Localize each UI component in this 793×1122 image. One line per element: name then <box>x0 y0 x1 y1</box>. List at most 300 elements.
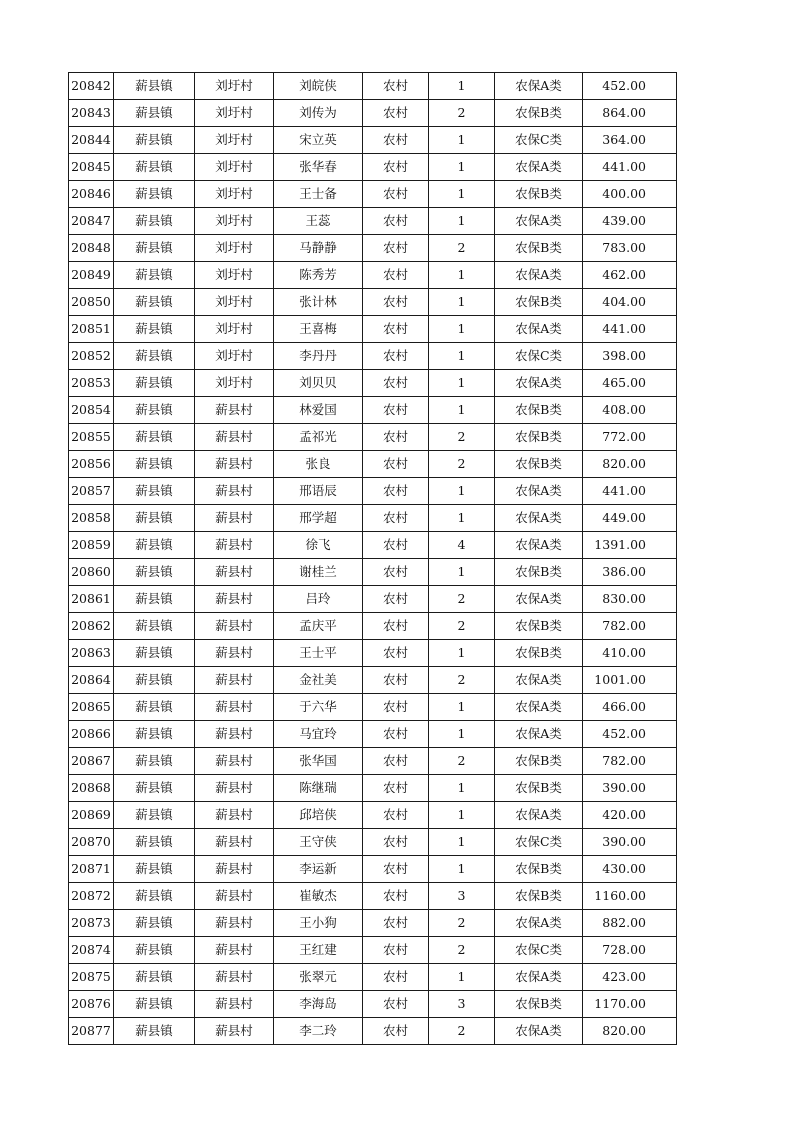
village-cell: 薪县村 <box>195 694 274 721</box>
village-cell: 薪县村 <box>195 748 274 775</box>
town-cell: 薪县镇 <box>114 370 195 397</box>
name-cell: 张华国 <box>274 748 363 775</box>
insurance-class-cell: 农保B类 <box>495 775 583 802</box>
village-cell: 刘圩村 <box>195 289 274 316</box>
member-count-cell: 2 <box>429 451 495 478</box>
town-cell: 薪县镇 <box>114 586 195 613</box>
table-row <box>69 721 677 748</box>
name-cell: 宋立英 <box>274 127 363 154</box>
amount-cell: 452.00 <box>583 721 677 748</box>
table-row <box>69 451 677 478</box>
table-row <box>69 559 677 586</box>
village-cell: 刘圩村 <box>195 262 274 289</box>
table-row <box>69 316 677 343</box>
table-row <box>69 100 677 127</box>
insurance-class-cell: 农保B类 <box>495 235 583 262</box>
member-count-cell: 2 <box>429 613 495 640</box>
table-row <box>69 748 677 775</box>
town-cell: 薪县镇 <box>114 640 195 667</box>
table-row <box>69 991 677 1018</box>
household-type-cell: 农村 <box>363 289 429 316</box>
village-cell: 刘圩村 <box>195 154 274 181</box>
insurance-class-cell: 农保A类 <box>495 316 583 343</box>
insurance-class-cell: 农保A类 <box>495 532 583 559</box>
table-row <box>69 127 677 154</box>
village-cell: 薪县村 <box>195 721 274 748</box>
village-cell: 薪县村 <box>195 883 274 910</box>
amount-cell: 820.00 <box>583 451 677 478</box>
record-id-cell: 20875 <box>69 964 114 991</box>
table-row <box>69 262 677 289</box>
record-id-cell: 20852 <box>69 343 114 370</box>
member-count-cell: 2 <box>429 667 495 694</box>
village-cell: 刘圩村 <box>195 316 274 343</box>
town-cell: 薪县镇 <box>114 667 195 694</box>
amount-cell: 1170.00 <box>583 991 677 1018</box>
member-count-cell: 1 <box>429 316 495 343</box>
table-row <box>69 397 677 424</box>
table-row <box>69 505 677 532</box>
record-id-cell: 20870 <box>69 829 114 856</box>
town-cell: 薪县镇 <box>114 1018 195 1045</box>
town-cell: 薪县镇 <box>114 802 195 829</box>
member-count-cell: 1 <box>429 262 495 289</box>
insurance-class-cell: 农保A类 <box>495 1018 583 1045</box>
town-cell: 薪县镇 <box>114 127 195 154</box>
insurance-class-cell: 农保C类 <box>495 937 583 964</box>
name-cell: 马宜玲 <box>274 721 363 748</box>
record-id-cell: 20874 <box>69 937 114 964</box>
town-cell: 薪县镇 <box>114 613 195 640</box>
village-cell: 刘圩村 <box>195 73 274 100</box>
amount-cell: 404.00 <box>583 289 677 316</box>
insurance-class-cell: 农保A类 <box>495 694 583 721</box>
village-cell: 薪县村 <box>195 586 274 613</box>
insurance-class-cell: 农保A类 <box>495 154 583 181</box>
name-cell: 孟庆平 <box>274 613 363 640</box>
amount-cell: 772.00 <box>583 424 677 451</box>
member-count-cell: 2 <box>429 100 495 127</box>
household-type-cell: 农村 <box>363 586 429 613</box>
household-type-cell: 农村 <box>363 775 429 802</box>
amount-cell: 420.00 <box>583 802 677 829</box>
household-type-cell: 农村 <box>363 829 429 856</box>
insurance-class-cell: 农保A类 <box>495 208 583 235</box>
record-id-cell: 20868 <box>69 775 114 802</box>
village-cell: 薪县村 <box>195 829 274 856</box>
village-cell: 薪县村 <box>195 424 274 451</box>
member-count-cell: 1 <box>429 397 495 424</box>
record-id-cell: 20851 <box>69 316 114 343</box>
insurance-class-cell: 农保A类 <box>495 262 583 289</box>
town-cell: 薪县镇 <box>114 289 195 316</box>
table-row <box>69 640 677 667</box>
table-row <box>69 73 677 100</box>
insurance-class-cell: 农保B类 <box>495 748 583 775</box>
household-type-cell: 农村 <box>363 613 429 640</box>
household-type-cell: 农村 <box>363 424 429 451</box>
village-cell: 薪县村 <box>195 964 274 991</box>
village-cell: 薪县村 <box>195 910 274 937</box>
table-row <box>69 856 677 883</box>
town-cell: 薪县镇 <box>114 721 195 748</box>
insurance-class-cell: 农保A类 <box>495 586 583 613</box>
amount-cell: 1160.00 <box>583 883 677 910</box>
data-table <box>68 72 677 1045</box>
household-type-cell: 农村 <box>363 343 429 370</box>
town-cell: 薪县镇 <box>114 964 195 991</box>
amount-cell: 386.00 <box>583 559 677 586</box>
amount-cell: 408.00 <box>583 397 677 424</box>
town-cell: 薪县镇 <box>114 73 195 100</box>
household-type-cell: 农村 <box>363 964 429 991</box>
member-count-cell: 1 <box>429 559 495 586</box>
table-row <box>69 424 677 451</box>
town-cell: 薪县镇 <box>114 208 195 235</box>
insurance-class-cell: 农保A类 <box>495 721 583 748</box>
town-cell: 薪县镇 <box>114 235 195 262</box>
record-id-cell: 20856 <box>69 451 114 478</box>
record-id-cell: 20854 <box>69 397 114 424</box>
table-row <box>69 667 677 694</box>
insurance-class-cell: 农保B类 <box>495 397 583 424</box>
member-count-cell: 1 <box>429 856 495 883</box>
amount-cell: 1391.00 <box>583 532 677 559</box>
amount-cell: 462.00 <box>583 262 677 289</box>
household-type-cell: 农村 <box>363 478 429 505</box>
village-cell: 刘圩村 <box>195 181 274 208</box>
insurance-class-cell: 农保B类 <box>495 991 583 1018</box>
name-cell: 李丹丹 <box>274 343 363 370</box>
record-id-cell: 20858 <box>69 505 114 532</box>
name-cell: 吕玲 <box>274 586 363 613</box>
amount-cell: 364.00 <box>583 127 677 154</box>
table-row <box>69 235 677 262</box>
table-row <box>69 910 677 937</box>
amount-cell: 423.00 <box>583 964 677 991</box>
town-cell: 薪县镇 <box>114 910 195 937</box>
town-cell: 薪县镇 <box>114 775 195 802</box>
amount-cell: 400.00 <box>583 181 677 208</box>
member-count-cell: 3 <box>429 991 495 1018</box>
name-cell: 谢桂兰 <box>274 559 363 586</box>
household-type-cell: 农村 <box>363 532 429 559</box>
village-cell: 刘圩村 <box>195 235 274 262</box>
insurance-class-cell: 农保C类 <box>495 343 583 370</box>
insurance-class-cell: 农保B类 <box>495 289 583 316</box>
name-cell: 张华春 <box>274 154 363 181</box>
name-cell: 李运新 <box>274 856 363 883</box>
member-count-cell: 3 <box>429 883 495 910</box>
town-cell: 薪县镇 <box>114 937 195 964</box>
amount-cell: 864.00 <box>583 100 677 127</box>
record-id-cell: 20849 <box>69 262 114 289</box>
amount-cell: 782.00 <box>583 748 677 775</box>
member-count-cell: 1 <box>429 343 495 370</box>
amount-cell: 441.00 <box>583 316 677 343</box>
village-cell: 薪县村 <box>195 775 274 802</box>
member-count-cell: 2 <box>429 235 495 262</box>
name-cell: 马静静 <box>274 235 363 262</box>
town-cell: 薪县镇 <box>114 694 195 721</box>
table-row <box>69 883 677 910</box>
amount-cell: 782.00 <box>583 613 677 640</box>
name-cell: 王蕊 <box>274 208 363 235</box>
village-cell: 刘圩村 <box>195 343 274 370</box>
member-count-cell: 1 <box>429 640 495 667</box>
name-cell: 徐飞 <box>274 532 363 559</box>
name-cell: 王喜梅 <box>274 316 363 343</box>
amount-cell: 441.00 <box>583 478 677 505</box>
table-row <box>69 478 677 505</box>
record-id-cell: 20863 <box>69 640 114 667</box>
name-cell: 刘贝贝 <box>274 370 363 397</box>
member-count-cell: 2 <box>429 910 495 937</box>
household-type-cell: 农村 <box>363 802 429 829</box>
table-row <box>69 694 677 721</box>
member-count-cell: 1 <box>429 802 495 829</box>
household-type-cell: 农村 <box>363 748 429 775</box>
record-id-cell: 20877 <box>69 1018 114 1045</box>
table-row <box>69 208 677 235</box>
table-row <box>69 964 677 991</box>
insurance-class-cell: 农保B类 <box>495 559 583 586</box>
name-cell: 李海岛 <box>274 991 363 1018</box>
name-cell: 于六华 <box>274 694 363 721</box>
amount-cell: 390.00 <box>583 775 677 802</box>
town-cell: 薪县镇 <box>114 181 195 208</box>
village-cell: 薪县村 <box>195 667 274 694</box>
name-cell: 崔敏杰 <box>274 883 363 910</box>
insurance-class-cell: 农保A类 <box>495 667 583 694</box>
household-type-cell: 农村 <box>363 235 429 262</box>
town-cell: 薪县镇 <box>114 532 195 559</box>
name-cell: 张计林 <box>274 289 363 316</box>
insurance-class-cell: 农保A类 <box>495 802 583 829</box>
town-cell: 薪县镇 <box>114 424 195 451</box>
household-type-cell: 农村 <box>363 397 429 424</box>
table-row <box>69 775 677 802</box>
name-cell: 邱培侠 <box>274 802 363 829</box>
household-type-cell: 农村 <box>363 127 429 154</box>
member-count-cell: 1 <box>429 208 495 235</box>
name-cell: 刘皖侠 <box>274 73 363 100</box>
insurance-class-cell: 农保A类 <box>495 505 583 532</box>
insurance-class-cell: 农保B类 <box>495 424 583 451</box>
village-cell: 薪县村 <box>195 991 274 1018</box>
record-id-cell: 20842 <box>69 73 114 100</box>
village-cell: 薪县村 <box>195 532 274 559</box>
table-row <box>69 181 677 208</box>
record-id-cell: 20845 <box>69 154 114 181</box>
village-cell: 薪县村 <box>195 802 274 829</box>
amount-cell: 882.00 <box>583 910 677 937</box>
town-cell: 薪县镇 <box>114 397 195 424</box>
household-type-cell: 农村 <box>363 937 429 964</box>
town-cell: 薪县镇 <box>114 883 195 910</box>
table-row <box>69 289 677 316</box>
member-count-cell: 1 <box>429 127 495 154</box>
village-cell: 薪县村 <box>195 613 274 640</box>
record-id-cell: 20872 <box>69 883 114 910</box>
town-cell: 薪县镇 <box>114 991 195 1018</box>
record-id-cell: 20843 <box>69 100 114 127</box>
table-row <box>69 370 677 397</box>
name-cell: 邢语辰 <box>274 478 363 505</box>
table-row <box>69 532 677 559</box>
insurance-class-cell: 农保B类 <box>495 451 583 478</box>
insurance-class-cell: 农保B类 <box>495 856 583 883</box>
table-row <box>69 613 677 640</box>
amount-cell: 439.00 <box>583 208 677 235</box>
record-id-cell: 20864 <box>69 667 114 694</box>
village-cell: 刘圩村 <box>195 370 274 397</box>
town-cell: 薪县镇 <box>114 748 195 775</box>
town-cell: 薪县镇 <box>114 100 195 127</box>
amount-cell: 430.00 <box>583 856 677 883</box>
insurance-class-cell: 农保B类 <box>495 100 583 127</box>
record-id-cell: 20844 <box>69 127 114 154</box>
town-cell: 薪县镇 <box>114 316 195 343</box>
amount-cell: 728.00 <box>583 937 677 964</box>
table-row <box>69 802 677 829</box>
name-cell: 王守侠 <box>274 829 363 856</box>
household-type-cell: 农村 <box>363 181 429 208</box>
household-type-cell: 农村 <box>363 505 429 532</box>
insurance-class-cell: 农保B类 <box>495 181 583 208</box>
amount-cell: 441.00 <box>583 154 677 181</box>
insurance-class-cell: 农保A类 <box>495 73 583 100</box>
member-count-cell: 1 <box>429 694 495 721</box>
record-id-cell: 20869 <box>69 802 114 829</box>
insurance-class-cell: 农保B类 <box>495 613 583 640</box>
table-row <box>69 1018 677 1045</box>
town-cell: 薪县镇 <box>114 829 195 856</box>
member-count-cell: 1 <box>429 478 495 505</box>
insurance-class-cell: 农保A类 <box>495 910 583 937</box>
insurance-class-cell: 农保A类 <box>495 478 583 505</box>
member-count-cell: 1 <box>429 505 495 532</box>
table-row <box>69 154 677 181</box>
record-id-cell: 20848 <box>69 235 114 262</box>
insurance-class-cell: 农保C类 <box>495 127 583 154</box>
name-cell: 王小狗 <box>274 910 363 937</box>
household-type-cell: 农村 <box>363 208 429 235</box>
record-id-cell: 20871 <box>69 856 114 883</box>
member-count-cell: 1 <box>429 721 495 748</box>
table-row <box>69 829 677 856</box>
record-id-cell: 20873 <box>69 910 114 937</box>
amount-cell: 410.00 <box>583 640 677 667</box>
member-count-cell: 1 <box>429 181 495 208</box>
insurance-class-cell: 农保C类 <box>495 829 583 856</box>
town-cell: 薪县镇 <box>114 856 195 883</box>
village-cell: 薪县村 <box>195 451 274 478</box>
household-type-cell: 农村 <box>363 370 429 397</box>
town-cell: 薪县镇 <box>114 559 195 586</box>
name-cell: 张良 <box>274 451 363 478</box>
table-row <box>69 343 677 370</box>
town-cell: 薪县镇 <box>114 343 195 370</box>
household-type-cell: 农村 <box>363 910 429 937</box>
table-row <box>69 937 677 964</box>
name-cell: 王红建 <box>274 937 363 964</box>
town-cell: 薪县镇 <box>114 505 195 532</box>
household-type-cell: 农村 <box>363 721 429 748</box>
insurance-class-cell: 农保B类 <box>495 640 583 667</box>
record-id-cell: 20855 <box>69 424 114 451</box>
name-cell: 孟祁光 <box>274 424 363 451</box>
town-cell: 薪县镇 <box>114 451 195 478</box>
record-id-cell: 20865 <box>69 694 114 721</box>
member-count-cell: 1 <box>429 73 495 100</box>
village-cell: 薪县村 <box>195 640 274 667</box>
town-cell: 薪县镇 <box>114 154 195 181</box>
record-id-cell: 20857 <box>69 478 114 505</box>
name-cell: 刘传为 <box>274 100 363 127</box>
village-cell: 薪县村 <box>195 505 274 532</box>
table-row <box>69 586 677 613</box>
record-id-cell: 20867 <box>69 748 114 775</box>
town-cell: 薪县镇 <box>114 262 195 289</box>
record-id-cell: 20862 <box>69 613 114 640</box>
amount-cell: 452.00 <box>583 73 677 100</box>
record-id-cell: 20860 <box>69 559 114 586</box>
insurance-class-cell: 农保A类 <box>495 964 583 991</box>
town-cell: 薪县镇 <box>114 478 195 505</box>
member-count-cell: 1 <box>429 289 495 316</box>
village-cell: 薪县村 <box>195 856 274 883</box>
name-cell: 陈秀芳 <box>274 262 363 289</box>
village-cell: 刘圩村 <box>195 127 274 154</box>
household-type-cell: 农村 <box>363 100 429 127</box>
insurance-class-cell: 农保A类 <box>495 370 583 397</box>
village-cell: 薪县村 <box>195 1018 274 1045</box>
record-id-cell: 20846 <box>69 181 114 208</box>
member-count-cell: 2 <box>429 937 495 964</box>
amount-cell: 390.00 <box>583 829 677 856</box>
record-id-cell: 20859 <box>69 532 114 559</box>
name-cell: 陈继瑞 <box>274 775 363 802</box>
member-count-cell: 1 <box>429 775 495 802</box>
record-id-cell: 20853 <box>69 370 114 397</box>
village-cell: 刘圩村 <box>195 208 274 235</box>
member-count-cell: 1 <box>429 154 495 181</box>
household-type-cell: 农村 <box>363 1018 429 1045</box>
record-id-cell: 20876 <box>69 991 114 1018</box>
table-body <box>69 73 677 1045</box>
record-id-cell: 20861 <box>69 586 114 613</box>
record-id-cell: 20847 <box>69 208 114 235</box>
record-id-cell: 20850 <box>69 289 114 316</box>
household-type-cell: 农村 <box>363 667 429 694</box>
member-count-cell: 2 <box>429 586 495 613</box>
member-count-cell: 4 <box>429 532 495 559</box>
amount-cell: 398.00 <box>583 343 677 370</box>
insurance-class-cell: 农保B类 <box>495 883 583 910</box>
household-type-cell: 农村 <box>363 73 429 100</box>
name-cell: 邢学超 <box>274 505 363 532</box>
household-type-cell: 农村 <box>363 262 429 289</box>
member-count-cell: 1 <box>429 370 495 397</box>
name-cell: 李二玲 <box>274 1018 363 1045</box>
name-cell: 王士备 <box>274 181 363 208</box>
village-cell: 薪县村 <box>195 397 274 424</box>
amount-cell: 1001.00 <box>583 667 677 694</box>
village-cell: 薪县村 <box>195 937 274 964</box>
amount-cell: 820.00 <box>583 1018 677 1045</box>
name-cell: 金社美 <box>274 667 363 694</box>
